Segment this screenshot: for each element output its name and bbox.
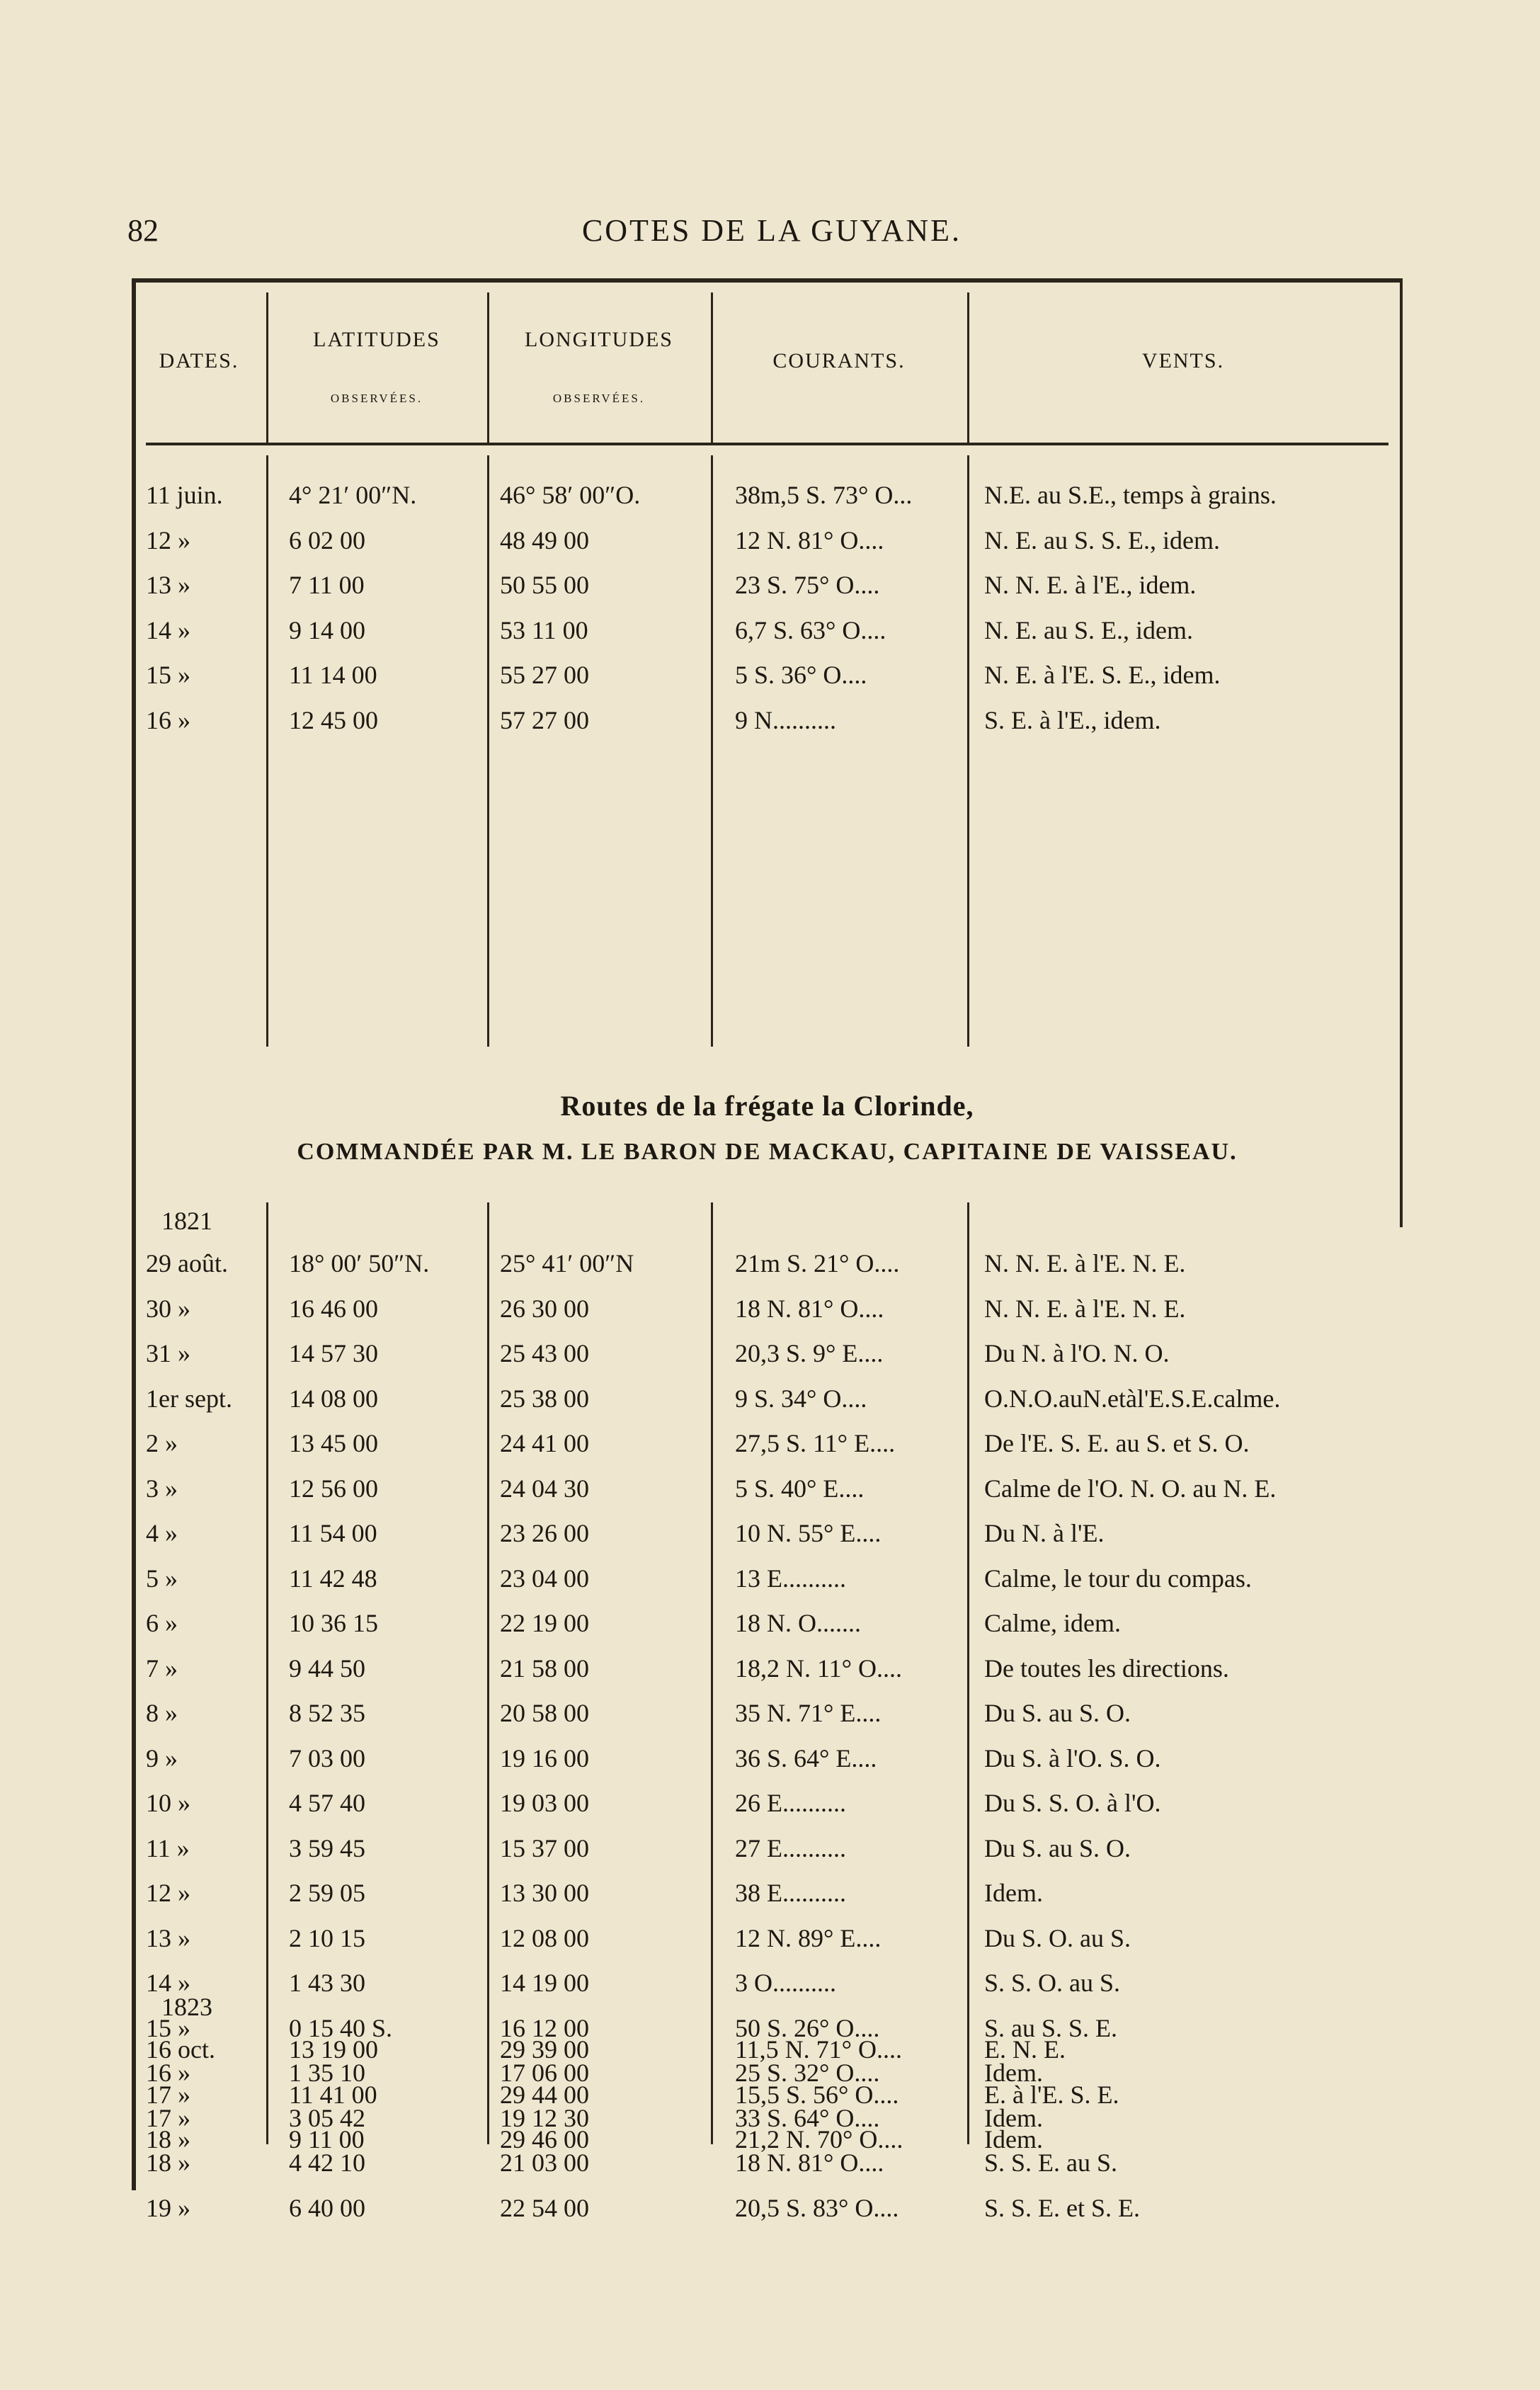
date-cell: 13 »: [146, 1923, 190, 1952]
table-row: [132, 1968, 1403, 2012]
latitude-cell: 1 35 10: [289, 2059, 365, 2087]
courant-cell: 6,7 S. 63° O....: [735, 615, 886, 644]
courant-cell: 20,3 S. 9° E....: [735, 1339, 884, 1367]
courant-cell: 12 N. 89° E....: [735, 1923, 882, 1952]
longitude-cell: 21 58 00: [500, 1654, 589, 1683]
latitude-cell: 2 10 15: [289, 1923, 365, 1952]
latitude-cell: 14 08 00: [289, 1384, 378, 1413]
latitude-cell: 7 03 00: [289, 1743, 365, 1772]
latitude-cell: 3 05 42: [289, 2103, 365, 2132]
vent-cell: Du S. à l'O. S. O.: [984, 1743, 1161, 1772]
date-cell: 31 »: [146, 1339, 190, 1367]
vent-cell: Du S. O. au S.: [984, 1923, 1131, 1952]
longitude-cell: 50 55 00: [500, 571, 589, 599]
column-divider: [266, 292, 268, 445]
courant-cell: 18 N. O.......: [735, 1609, 861, 1637]
vent-cell: Du N. à l'O. N. O.: [984, 1339, 1170, 1367]
longitude-cell: 12 08 00: [500, 1923, 589, 1952]
longitude-cell: 19 03 00: [500, 1789, 589, 1817]
latitude-cell: 13 19 00: [289, 2035, 378, 2064]
table-row: [132, 2035, 1403, 2078]
date-cell: 11 »: [146, 1833, 190, 1862]
date-cell: 12 »: [146, 1879, 190, 1907]
latitude-cell: 0 15 40 S.: [289, 2013, 393, 2042]
latitude-cell: 4 42 10: [289, 2149, 365, 2177]
table-top-rule: [132, 278, 1403, 283]
vent-cell: N. N. E. à l'E. N. E.: [984, 1249, 1186, 1277]
longitude-cell: 13 30 00: [500, 1879, 589, 1907]
table-row: [132, 2080, 1403, 2124]
date-cell: 11 juin.: [146, 481, 223, 509]
section-subtitle: COMMANDÉE PAR M. LE BARON DE MACKAU, CAPITAINE DE VAISSEAU.: [297, 1139, 1238, 1165]
date-cell: 2 »: [146, 1429, 178, 1457]
table-row: [132, 1743, 1403, 1787]
header-longitudes-sub: OBSERVÉES.: [552, 392, 646, 405]
courant-cell: 18,2 N. 11° O....: [735, 1654, 903, 1683]
longitude-cell: 48 49 00: [500, 525, 589, 554]
longitude-cell: 29 39 00: [500, 2035, 589, 2064]
courant-cell: 27 E..........: [735, 1833, 846, 1862]
table-row: [132, 1833, 1403, 1877]
longitude-cell: 22 19 00: [500, 1609, 589, 1637]
latitude-cell: 6 02 00: [289, 525, 365, 554]
date-cell: 14 »: [146, 1969, 190, 1997]
vent-cell: Calme de l'O. N. O. au N. E.: [984, 1474, 1277, 1503]
longitude-cell: 23 04 00: [500, 1564, 589, 1593]
courant-cell: 18 N. 81° O....: [735, 1294, 884, 1323]
vent-cell: S. S. O. au S.: [984, 1969, 1121, 1997]
table-row: [132, 1923, 1403, 1967]
longitude-cell: 29 44 00: [500, 2080, 589, 2109]
latitude-cell: 11 42 48: [289, 1564, 377, 1593]
date-cell: 7 »: [146, 1654, 178, 1683]
vent-cell: De toutes les directions.: [984, 1654, 1229, 1683]
date-cell: 16 »: [146, 705, 190, 734]
longitude-cell: 19 16 00: [500, 1743, 589, 1772]
vent-cell: De l'E. S. E. au S. et S. O.: [984, 1429, 1250, 1457]
latitude-cell: 4° 21′ 00″N.: [289, 481, 417, 509]
date-cell: 12 »: [146, 525, 190, 554]
date-cell: 17 »: [146, 2080, 190, 2109]
latitude-cell: 18° 00′ 50″N.: [289, 1249, 430, 1277]
vent-cell: S. E. à l'E., idem.: [984, 705, 1161, 734]
courant-cell: 12 N. 81° O....: [735, 525, 884, 554]
courant-cell: 27,5 S. 11° E....: [735, 1429, 896, 1457]
longitude-cell: 24 04 30: [500, 1474, 589, 1503]
date-cell: 3 »: [146, 1474, 178, 1503]
latitude-cell: 12 45 00: [289, 705, 378, 734]
longitude-cell: 21 03 00: [500, 2149, 589, 2177]
table-row: [132, 1294, 1403, 1338]
table-row: [132, 705, 1403, 749]
vent-cell: Du S. au S. O.: [984, 1699, 1131, 1727]
table-row: [132, 1474, 1403, 1518]
latitude-cell: 9 14 00: [289, 615, 365, 644]
longitude-cell: 16 12 00: [500, 2013, 589, 2042]
latitude-cell: 1 43 30: [289, 1969, 365, 1997]
vent-cell: Calme, idem.: [984, 1609, 1121, 1637]
vent-cell: Idem.: [984, 1879, 1043, 1907]
longitude-cell: 25 38 00: [500, 1384, 589, 1413]
courant-cell: 15,5 S. 56° O....: [735, 2080, 899, 2109]
courant-cell: 33 S. 64° O....: [735, 2103, 880, 2132]
date-cell: 15 »: [146, 2013, 190, 2042]
latitude-cell: 9 44 50: [289, 1654, 365, 1683]
running-title: COTES DE LA GUYANE.: [581, 213, 962, 248]
table-row: [132, 2193, 1403, 2237]
table-row: [132, 615, 1403, 659]
table-row: [132, 1788, 1403, 1832]
vent-cell: Idem.: [984, 2125, 1043, 2153]
courant-cell: 9 S. 34° O....: [735, 1384, 867, 1413]
vent-cell: N. N. E. à l'E., idem.: [984, 571, 1197, 599]
courant-cell: 26 E..........: [735, 1789, 846, 1817]
date-cell: 6 »: [146, 1609, 178, 1637]
latitude-cell: 11 54 00: [289, 1519, 377, 1547]
table-row: [132, 1698, 1403, 1742]
latitude-cell: 4 57 40: [289, 1789, 365, 1817]
header-latitudes: LATITUDES: [313, 328, 440, 351]
table-row: [132, 1384, 1403, 1428]
courant-cell: 21m S. 21° O....: [735, 1249, 900, 1277]
table-row: [132, 1248, 1403, 1292]
longitude-cell: 55 27 00: [500, 661, 589, 689]
table-row: [132, 1654, 1403, 1697]
longitude-cell: 17 06 00: [500, 2059, 589, 2087]
courant-cell: 11,5 N. 71° O....: [735, 2035, 903, 2064]
table-row: [132, 1428, 1403, 1472]
date-cell: 16 oct.: [146, 2035, 215, 2064]
courant-cell: 20,5 S. 83° O....: [735, 2193, 899, 2222]
latitude-cell: 2 59 05: [289, 1879, 365, 1907]
table-right-rule: [1400, 278, 1403, 1227]
header-vents: VENTS.: [1141, 349, 1225, 372]
date-cell: 4 »: [146, 1519, 178, 1547]
courant-cell: 9 N..........: [735, 705, 836, 734]
vent-cell: N. E. au S. S. E., idem.: [984, 525, 1220, 554]
courant-cell: 5 S. 40° E....: [735, 1474, 865, 1503]
latitude-cell: 14 57 30: [289, 1339, 378, 1367]
courant-cell: 5 S. 36° O....: [735, 661, 867, 689]
date-cell: 9 »: [146, 1743, 178, 1772]
vent-cell: Du S. au S. O.: [984, 1833, 1131, 1862]
table-row: [132, 2124, 1403, 2168]
date-cell: 8 »: [146, 1699, 178, 1727]
table-row: [132, 660, 1403, 704]
longitude-cell: 24 41 00: [500, 1429, 589, 1457]
longitude-cell: 14 19 00: [500, 1969, 589, 1997]
vent-cell: E. à l'E. S. E.: [984, 2080, 1119, 2109]
column-divider: [487, 292, 489, 445]
longitude-cell: 19 12 30: [500, 2103, 589, 2132]
longitude-cell: 25 43 00: [500, 1339, 589, 1367]
vent-cell: Du N. à l'E.: [984, 1519, 1105, 1547]
vent-cell: N. E. au S. E., idem.: [984, 615, 1193, 644]
longitude-cell: 23 26 00: [500, 1519, 589, 1547]
latitude-cell: 10 36 15: [289, 1609, 378, 1637]
courant-cell: 50 S. 26° O....: [735, 2013, 880, 2042]
date-cell: 19 »: [146, 2193, 190, 2222]
latitude-cell: 6 40 00: [289, 2193, 365, 2222]
date-cell: 14 »: [146, 615, 190, 644]
date-cell: 17 »: [146, 2103, 190, 2132]
longitude-cell: 57 27 00: [500, 705, 589, 734]
courant-cell: 10 N. 55° E....: [735, 1519, 882, 1547]
table-row: [132, 1878, 1403, 1922]
longitude-cell: 53 11 00: [500, 615, 588, 644]
longitude-cell: 26 30 00: [500, 1294, 589, 1323]
latitude-cell: 7 11 00: [289, 571, 365, 599]
date-cell: 16 »: [146, 2059, 190, 2087]
courant-cell: 23 S. 75° O....: [735, 571, 880, 599]
vent-cell: S. S. E. au S.: [984, 2149, 1118, 2177]
date-cell: 18 »: [146, 2125, 190, 2153]
vent-cell: N. E. à l'E. S. E., idem.: [984, 661, 1221, 689]
courant-cell: 18 N. 81° O....: [735, 2149, 884, 2177]
table-row: [132, 1338, 1403, 1382]
year-label-1823: 1823: [161, 1993, 212, 2021]
latitude-cell: 8 52 35: [289, 1699, 365, 1727]
longitude-cell: 29 46 00: [500, 2125, 589, 2153]
date-cell: 13 »: [146, 571, 190, 599]
courant-cell: 13 E..........: [735, 1564, 846, 1593]
courant-cell: 35 N. 71° E....: [735, 1699, 882, 1727]
section-title: Routes de la frégate la Clorinde,: [560, 1090, 974, 1122]
data-table: [132, 278, 1403, 2222]
latitude-cell: 11 41 00: [289, 2080, 377, 2109]
vent-cell: S. S. E. et S. E.: [984, 2193, 1141, 2222]
courant-cell: 25 S. 32° O....: [735, 2059, 880, 2087]
vent-cell: Idem.: [984, 2059, 1043, 2087]
longitude-cell: 22 54 00: [500, 2193, 589, 2222]
header-longitudes: LONGITUDES: [525, 328, 673, 351]
page-header: [127, 212, 1416, 255]
header-dates: DATES.: [159, 349, 239, 372]
courant-cell: 38 E..........: [735, 1879, 846, 1907]
table-row: [132, 480, 1403, 524]
date-cell: 5 »: [146, 1564, 178, 1593]
vent-cell: O.N.O.auN.etàl'E.S.E.calme.: [984, 1384, 1281, 1413]
header-bottom-rule: [146, 443, 1388, 445]
vent-cell: N.E. au S.E., temps à grains.: [984, 481, 1277, 509]
vent-cell: N. N. E. à l'E. N. E.: [984, 1294, 1186, 1323]
date-cell: 15 »: [146, 661, 190, 689]
latitude-cell: 13 45 00: [289, 1429, 378, 1457]
page-number: 82: [127, 213, 159, 248]
courant-cell: 21,2 N. 70° O....: [735, 2125, 903, 2153]
vent-cell: S. au S. S. E.: [984, 2013, 1118, 2042]
latitude-cell: 16 46 00: [289, 1294, 378, 1323]
courant-cell: 38m,5 S. 73° O...: [735, 481, 913, 509]
vent-cell: Idem.: [984, 2103, 1043, 2132]
vent-cell: Du S. S. O. à l'O.: [984, 1789, 1161, 1817]
table-row: [132, 525, 1403, 569]
date-cell: 29 août.: [146, 1249, 228, 1277]
year-label-1821: 1821: [161, 1207, 212, 1235]
table-row: [132, 1564, 1403, 1607]
longitude-cell: 46° 58′ 00″O.: [500, 481, 641, 509]
table-row: [132, 1518, 1403, 1562]
longitude-cell: 20 58 00: [500, 1699, 589, 1727]
header-courants: COURANTS.: [772, 349, 906, 372]
table-row: [132, 570, 1403, 614]
longitude-cell: 15 37 00: [500, 1833, 589, 1862]
courant-cell: 36 S. 64° E....: [735, 1743, 877, 1772]
courant-cell: 3 O..........: [735, 1969, 836, 1997]
vent-cell: E. N. E.: [984, 2035, 1066, 2064]
latitude-cell: 3 59 45: [289, 1833, 365, 1862]
header-latitudes-sub: OBSERVÉES.: [330, 392, 423, 405]
latitude-cell: 9 11 00: [289, 2125, 365, 2153]
vent-cell: Calme, le tour du compas.: [984, 1564, 1252, 1593]
date-cell: 18 »: [146, 2149, 190, 2177]
latitude-cell: 11 14 00: [289, 661, 377, 689]
table-row: [132, 1608, 1403, 1652]
date-cell: 30 »: [146, 1294, 190, 1323]
longitude-cell: 25° 41′ 00″N: [500, 1249, 634, 1277]
date-cell: 10 »: [146, 1789, 190, 1817]
date-cell: 1er sept.: [146, 1384, 232, 1413]
latitude-cell: 12 56 00: [289, 1474, 378, 1503]
